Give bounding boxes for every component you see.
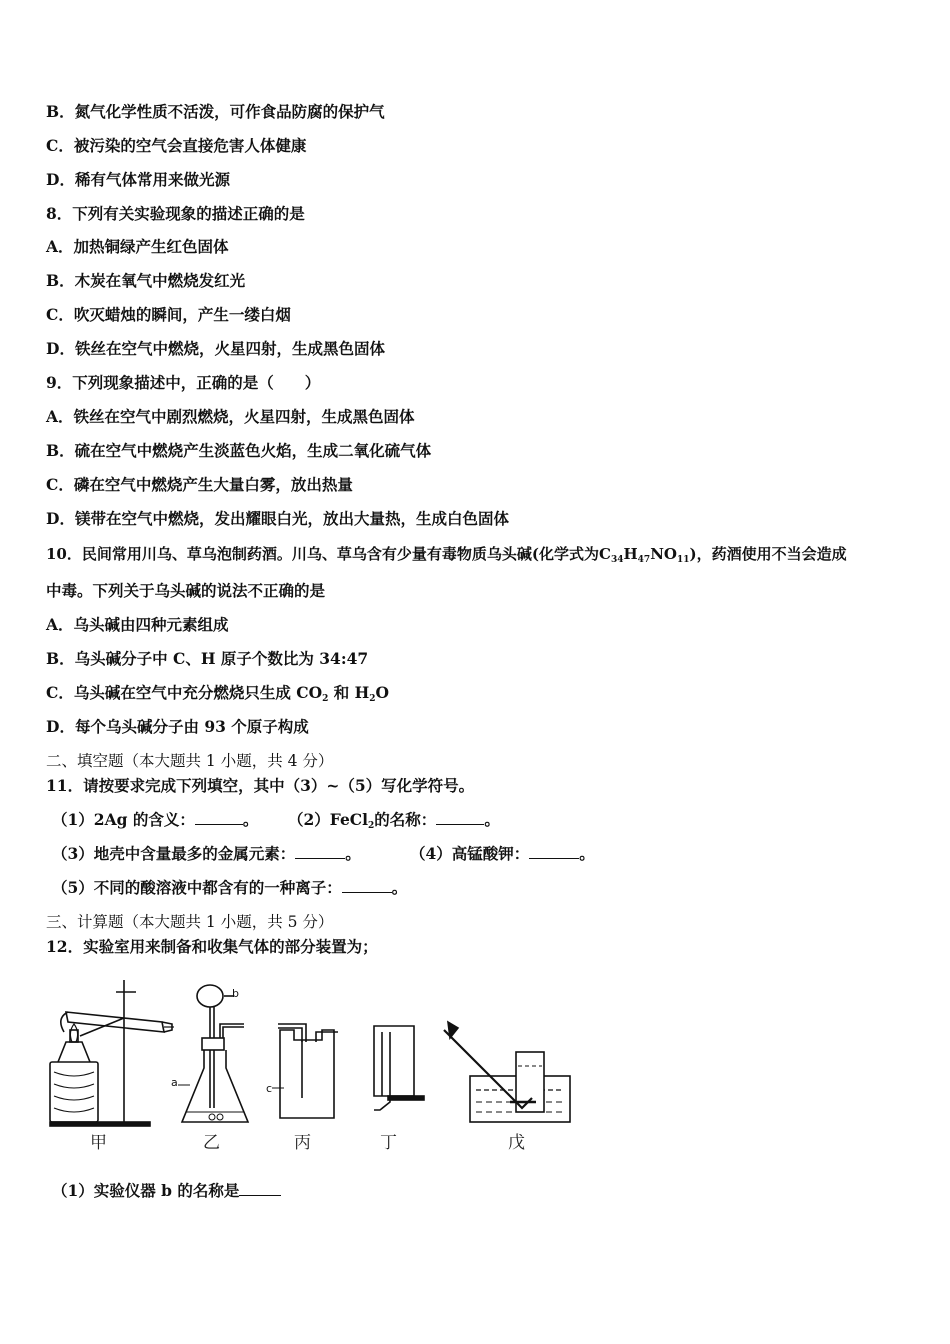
q8-option-b: B．木炭在氧气中燃烧发红光 xyxy=(46,271,246,290)
q7-option-b: B．氮气化学性质不活泼，可作食品防腐的保护气 xyxy=(46,102,385,121)
label-yi: 乙 xyxy=(203,1133,220,1153)
label-bing: 丙 xyxy=(294,1133,311,1153)
q8-option-a: A．加热铜绿产生红色固体 xyxy=(46,237,229,256)
label-jia: 甲 xyxy=(90,1133,107,1153)
mark-b: b xyxy=(232,987,239,1000)
apparatus-yi xyxy=(178,985,248,1122)
q9-option-c: C．磷在空气中燃烧产生大量白雾，放出热量 xyxy=(46,475,353,494)
q10-option-d: D．每个乌头碱分子由 93 个原子构成 xyxy=(46,717,309,736)
q11-part3: （3）地壳中含量最多的金属元素： 。 xyxy=(52,844,361,863)
apparatus-ding xyxy=(374,1026,424,1110)
formula: $C_{34}H_{47}NO_{11}$ xyxy=(598,545,690,565)
q8-stem: 8．下列有关实验现象的描述正确的是 xyxy=(46,204,305,223)
q8-option-d: D．铁丝在空气中燃烧，火星四射，生成黑色固体 xyxy=(46,339,385,358)
answer-blank[interactable] xyxy=(295,844,345,859)
q9-stem: 9．下列现象描述中，正确的是（ ） xyxy=(46,373,321,392)
q12-stem: 12．实验室用来制备和收集气体的部分装置为； xyxy=(46,937,378,956)
mark-c: c xyxy=(266,1082,273,1095)
q11-part1: （1）2Ag 的含义： 。 xyxy=(52,810,259,829)
answer-blank[interactable] xyxy=(342,878,392,893)
label-wu: 戊 xyxy=(508,1133,525,1153)
q11-part2: （2）FeCl$_2$的名称： 。 xyxy=(288,810,500,831)
q10-option-c: C．乌头碱在空气中充分燃烧只生成 $CO_2$ 和 $H_2O$ xyxy=(46,683,390,704)
apparatus-jia xyxy=(50,980,174,1126)
apparatus-figure xyxy=(44,972,604,1132)
label-ding: 丁 xyxy=(380,1133,397,1153)
q11-stem: 11．请按要求完成下列填空，其中（3）~（5）写化学符号。 xyxy=(46,776,475,795)
q10-stem-tail: )，药酒使用不当会造成 xyxy=(689,545,847,563)
q10-stem-line2: 中毒。下列关于乌头碱的说法不正确的是 xyxy=(46,581,326,600)
section-3-title: 三、计算题（本大题共 1 小题，共 5 分） xyxy=(46,913,334,931)
q11-part4: （4）高锰酸钾： 。 xyxy=(410,844,595,863)
q9-option-d: D．镁带在空气中燃烧，发出耀眼白光，放出大量热，生成白色固体 xyxy=(46,509,509,528)
mark-a: a xyxy=(171,1076,178,1089)
q10-stem-line1 xyxy=(46,544,847,564)
answer-blank[interactable] xyxy=(436,810,484,825)
q10-stem-text: 10．民间常用川乌、草乌泡制药酒。川乌、草乌含有少量有毒物质乌头碱(化学式为 xyxy=(46,545,599,563)
apparatus-wu xyxy=(444,1022,570,1122)
q11-part5: （5）不同的酸溶液中都含有的一种离子： 。 xyxy=(52,878,408,897)
q9-option-b: B．硫在空气中燃烧产生淡蓝色火焰，生成二氧化硫气体 xyxy=(46,441,432,460)
q7-option-d: D．稀有气体常用来做光源 xyxy=(46,170,230,189)
answer-blank[interactable] xyxy=(239,1181,281,1196)
q9-option-a: A．铁丝在空气中剧烈燃烧，火星四射，生成黑色固体 xyxy=(46,407,415,426)
answer-blank[interactable] xyxy=(529,844,579,859)
q10-option-b: B．乌头碱分子中 C、H 原子个数比为 34:47 xyxy=(46,649,369,668)
q10-option-a: A．乌头碱由四种元素组成 xyxy=(46,615,229,634)
answer-blank[interactable] xyxy=(195,810,243,825)
section-2-title: 二、填空题（本大题共 1 小题，共 4 分） xyxy=(46,752,334,770)
q12-subquestion-1: （1）实验仪器 b 的名称是 xyxy=(52,1181,281,1201)
q7-option-c: C．被污染的空气会直接危害人体健康 xyxy=(46,136,307,155)
q8-option-c: C．吹灭蜡烛的瞬间，产生一缕白烟 xyxy=(46,305,291,324)
apparatus-bing xyxy=(272,1024,338,1118)
